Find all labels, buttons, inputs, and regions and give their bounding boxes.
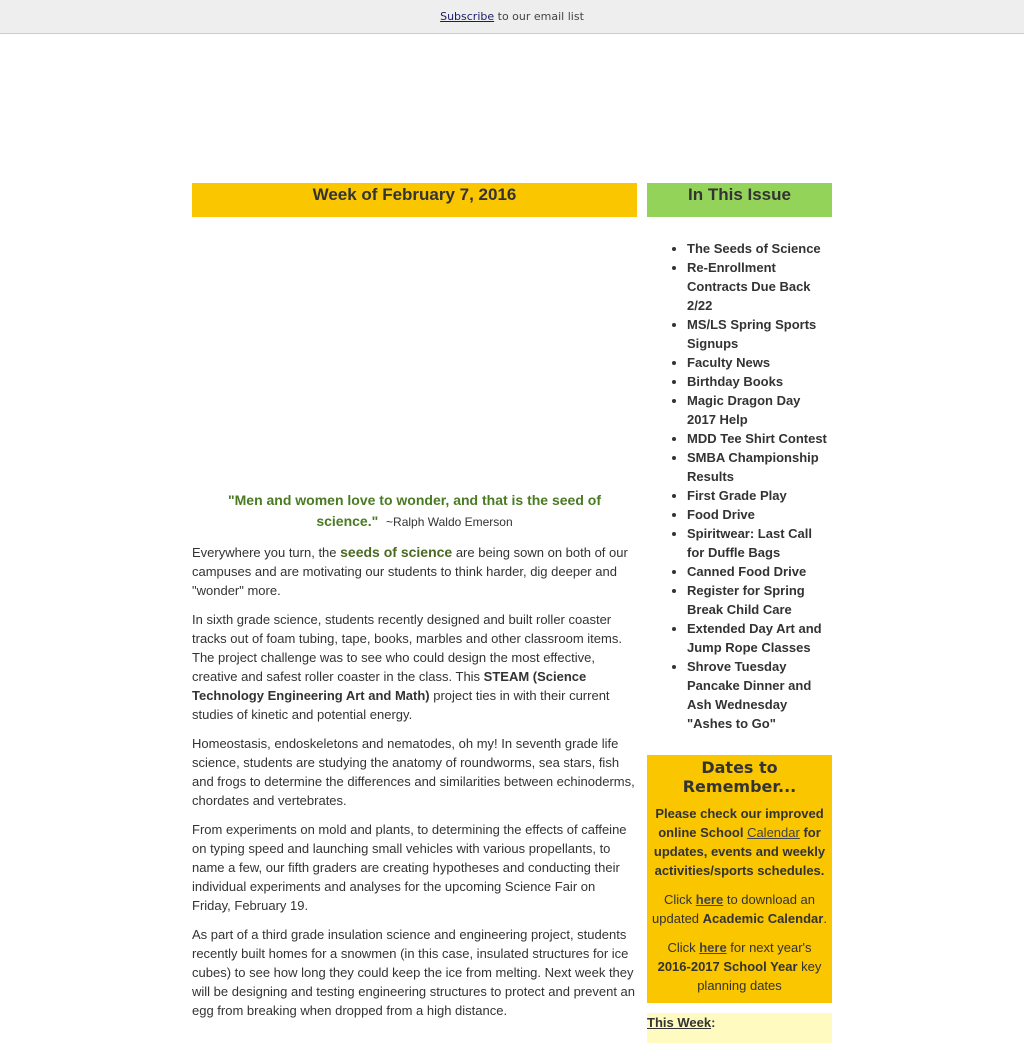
week-title: Week of February 7, 2016 <box>192 183 637 217</box>
this-week-box <box>647 1013 832 1043</box>
dates-p3 <box>651 938 828 995</box>
issue-item[interactable]: • Canned Food Drive <box>687 562 832 581</box>
in-this-issue-title: In This Issue <box>647 183 832 217</box>
dates-p1 <box>651 804 828 880</box>
text: for next year's <box>726 940 812 955</box>
text: In sixth grade science, students recently designed and built roller coaster tracks out of foam tubing, tape, books, marbles and other classroom items. The project challenge was to see who could design the most effective, creative and safest roller coaster in the class. This <box>192 612 622 684</box>
text: 2016-2017 School Year <box>657 959 798 974</box>
academic-calendar-link[interactable]: here <box>695 892 724 907</box>
issue-item[interactable]: • Faculty News <box>687 353 832 372</box>
text: Click <box>667 940 700 955</box>
this-week-title: This Week <box>647 1015 712 1030</box>
text: Everywhere you turn, the <box>192 545 341 560</box>
issue-item[interactable]: • Magic Dragon Day 2017 Help <box>687 391 832 429</box>
highlight: STEAM (Science Technology Engineering Art and Math) <box>192 669 587 703</box>
dates-p2 <box>651 890 828 928</box>
text: . <box>823 911 827 926</box>
paragraph-4: From experiments on mold and plants, to determining the effects of caffeine on typing speed and launching small vehicles with various propellants, to name a few, our fifth graders are creating hypotheses and conducting their individual experiments and analyses for the upcoming Science Fair on Friday, February 19. <box>192 822 627 913</box>
quote-author: ~Ralph Waldo Emerson <box>386 515 513 529</box>
issue-item[interactable]: • First Grade Play <box>687 486 832 505</box>
quote-text: "Men and women love to wonder, and that is the seed of science." <box>227 492 602 529</box>
issue-item[interactable]: • SMBA Championship Results <box>687 448 832 486</box>
subscribe-text: to our email list <box>494 10 584 23</box>
issue-item[interactable]: • Spiritwear: Last Call for Duffle Bags <box>687 524 832 562</box>
main-column <box>192 183 637 1030</box>
dates-box <box>647 755 832 1003</box>
paragraph-1 <box>192 543 637 600</box>
text: Please check our improved online School <box>655 806 824 840</box>
dates-title: Dates to Remember... <box>682 758 797 796</box>
calendar-link[interactable]: Calendar <box>747 825 800 840</box>
paragraph-3: Homeostasis, endoskeletons and nematodes, oh my! In seventh grade life science, students are studying the anatomy of roundworms, sea stars, fish and frogs to determine the differences and similarities between echinoderms, chordates and vertebrates. <box>192 736 635 808</box>
issue-item[interactable]: • Extended Day Art and Jump Rope Classes <box>687 619 832 657</box>
issue-item[interactable]: • Shrove Tuesday Pancake Dinner and Ash Wednesday "Ashes to Go" <box>687 657 832 733</box>
school-year-link[interactable]: here <box>699 940 727 955</box>
text: Click <box>663 892 696 907</box>
subscribe-bar <box>0 0 1024 34</box>
issue-item[interactable]: • Birthday Books <box>687 372 832 391</box>
text: to download an updated <box>652 892 816 926</box>
text: Academic Calendar <box>702 911 824 926</box>
issue-list <box>647 239 832 733</box>
text: key planning dates <box>697 959 822 993</box>
colon: : <box>711 1015 716 1030</box>
text: project ties in with their current studies of kinetic and potential energy. <box>192 688 610 722</box>
issue-item[interactable]: • The Seeds of Science <box>687 239 832 258</box>
text: are being sown on both of our campuses and are motivating our students to think harder, dig deeper and "wonder" more. <box>192 545 628 598</box>
highlight: seeds of science <box>340 544 453 560</box>
paragraph-5: As part of a third grade insulation science and engineering project, students recently built homes for a snowmen (in this case, insulated structures for ice cubes) to see how long they could keep the ice from melting. Next week they will be designing and testing engineering structures to protect and prevent an egg from breaking when dropped from a high distance. <box>192 927 636 1018</box>
sidebar <box>647 183 832 1043</box>
issue-item[interactable]: • MS/LS Spring Sports Signups <box>687 315 832 353</box>
quote <box>192 490 637 533</box>
issue-item[interactable]: • MDD Tee Shirt Contest <box>687 429 832 448</box>
paragraph-2 <box>192 610 637 724</box>
issue-item[interactable]: • Food Drive <box>687 505 832 524</box>
text: for updates, events and weekly activities/sports schedules. <box>653 825 826 878</box>
issue-item[interactable]: • Re-Enrollment Contracts Due Back 2/22 <box>687 258 832 315</box>
subscribe-link[interactable]: Subscribe <box>440 10 495 23</box>
issue-item[interactable]: • Register for Spring Break Child Care <box>687 581 832 619</box>
